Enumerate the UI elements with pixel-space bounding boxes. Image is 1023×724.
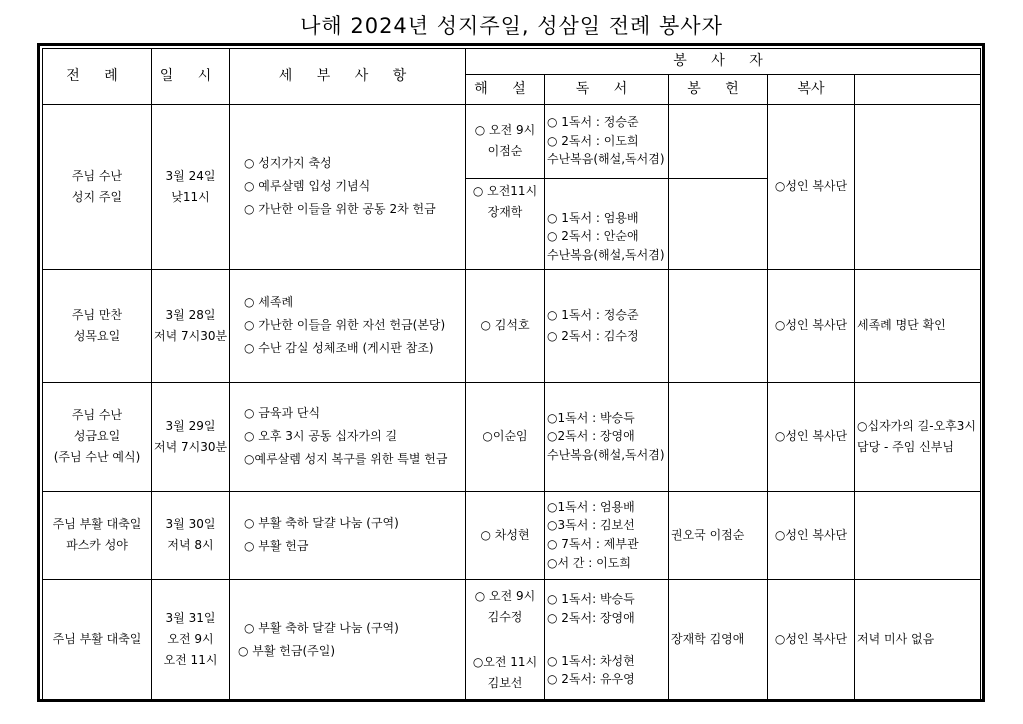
header-details: 세 부 사 항 [230,49,466,105]
cell-details: ○ 성지가지 축성 ○ 예루살렘 입성 기념식 ○ 가난한 이들을 위한 공동 2차 헌금 [230,104,466,269]
table-row [43,579,981,700]
cell-liturgy: 주님 만찬 성목요일 [43,269,152,382]
cell-liturgy: 주님 부활 대축일 [43,579,152,700]
cell-details: ○ 부활 축하 달걀 나눔 (구역) ○ 부활 헌금 [230,491,466,579]
header-altar: 복사 [768,74,855,104]
header-servers: 봉 사 자 [466,49,981,75]
cell-note: 세족례 명단 확인 [855,269,981,382]
cell-details: ○ 금육과 단식 ○ 오후 3시 공동 십자가의 길 ○예루살렘 성지 복구를 위한 특별 헌금 [230,382,466,491]
cell-altar: ○성인 복사단 [768,269,855,382]
table-row [43,269,981,382]
cell-reading: ○ 1독서: 박승득 ○ 2독서: 장영애 ○ 1독서: 차성현 ○ 2독서: 유우영 [545,579,669,700]
cell-offering [669,269,768,382]
header-offering: 봉 헌 [669,74,768,104]
cell-note [855,104,981,269]
header-note [855,74,981,104]
header-datetime: 일 시 [152,49,230,105]
cell-offering: 권오국 이점순 [669,491,768,579]
cell-altar: ○성인 복사단 [768,382,855,491]
cell-altar: ○성인 복사단 [768,104,855,269]
cell-datetime: 3월 29일 저녁 7시30분 [152,382,230,491]
schedule-table [42,48,981,701]
cell-liturgy: 주님 수난 성금요일 (주님 수난 예식) [43,382,152,491]
cell-offering: 장재학 김영애 [669,579,768,700]
cell-commentary: ○ 김석호 [466,269,545,382]
cell-altar: ○성인 복사단 [768,579,855,700]
cell-commentary: ○ 오전 9시 이점순 [466,104,545,178]
cell-note: ○십자가의 길-오후3시 담당 - 주임 신부님 [855,382,981,491]
cell-note: 저녁 미사 없음 [855,579,981,700]
header-reading: 독 서 [545,74,669,104]
cell-details: ○ 세족례 ○ 가난한 이들을 위한 자선 헌금(본당) ○ 수난 감실 성체조배 (게시판 참조) [230,269,466,382]
cell-offering [669,104,768,178]
schedule-frame [37,43,985,702]
cell-commentary: ○이순임 [466,382,545,491]
cell-datetime: 3월 24일 낮11시 [152,104,230,269]
cell-datetime: 3월 30일 저녁 8시 [152,491,230,579]
cell-reading: ○ 1독서 : 정승준 ○ 2독서 : 김수정 [545,269,669,382]
cell-commentary: ○ 오전11시 장재학 [466,178,545,269]
cell-datetime: 3월 31일 오전 9시 오전 11시 [152,579,230,700]
cell-details: ○ 부활 축하 달걀 나눔 (구역) ○ 부활 헌금(주일) [230,579,466,700]
cell-reading: ○1독서 : 박승득 ○2독서 : 장영애 수난복음(해설,독서겸) [545,382,669,491]
cell-offering [669,382,768,491]
cell-reading: ○1독서 : 엄용배 ○3독서 : 김보선 ○ 7독서 : 제부관 ○서 간 : 이도희 [545,491,669,579]
cell-altar: ○성인 복사단 [768,491,855,579]
table-row [43,104,981,178]
cell-liturgy: 주님 수난 성지 주일 [43,104,152,269]
header-commentary: 해 설 [466,74,545,104]
cell-commentary: ○ 오전 9시 김수정 ○오전 11시 김보선 [466,579,545,700]
cell-reading: ○ 1독서 : 엄용배 ○ 2독서 : 안순애 수난복음(해설,독서겸) [545,178,669,269]
page-title: 나해 2024년 성지주일, 성삼일 전례 봉사자 [300,14,723,38]
table-row [43,382,981,491]
cell-liturgy: 주님 부활 대축일 파스카 성야 [43,491,152,579]
table-row [43,491,981,579]
cell-note [855,491,981,579]
cell-offering [669,178,768,269]
cell-datetime: 3월 28일 저녁 7시30분 [152,269,230,382]
header-liturgy: 전 례 [43,49,152,105]
cell-commentary: ○ 차성현 [466,491,545,579]
cell-reading: ○ 1독서 : 정승준 ○ 2독서 : 이도희 수난복음(해설,독서겸) [545,104,669,178]
